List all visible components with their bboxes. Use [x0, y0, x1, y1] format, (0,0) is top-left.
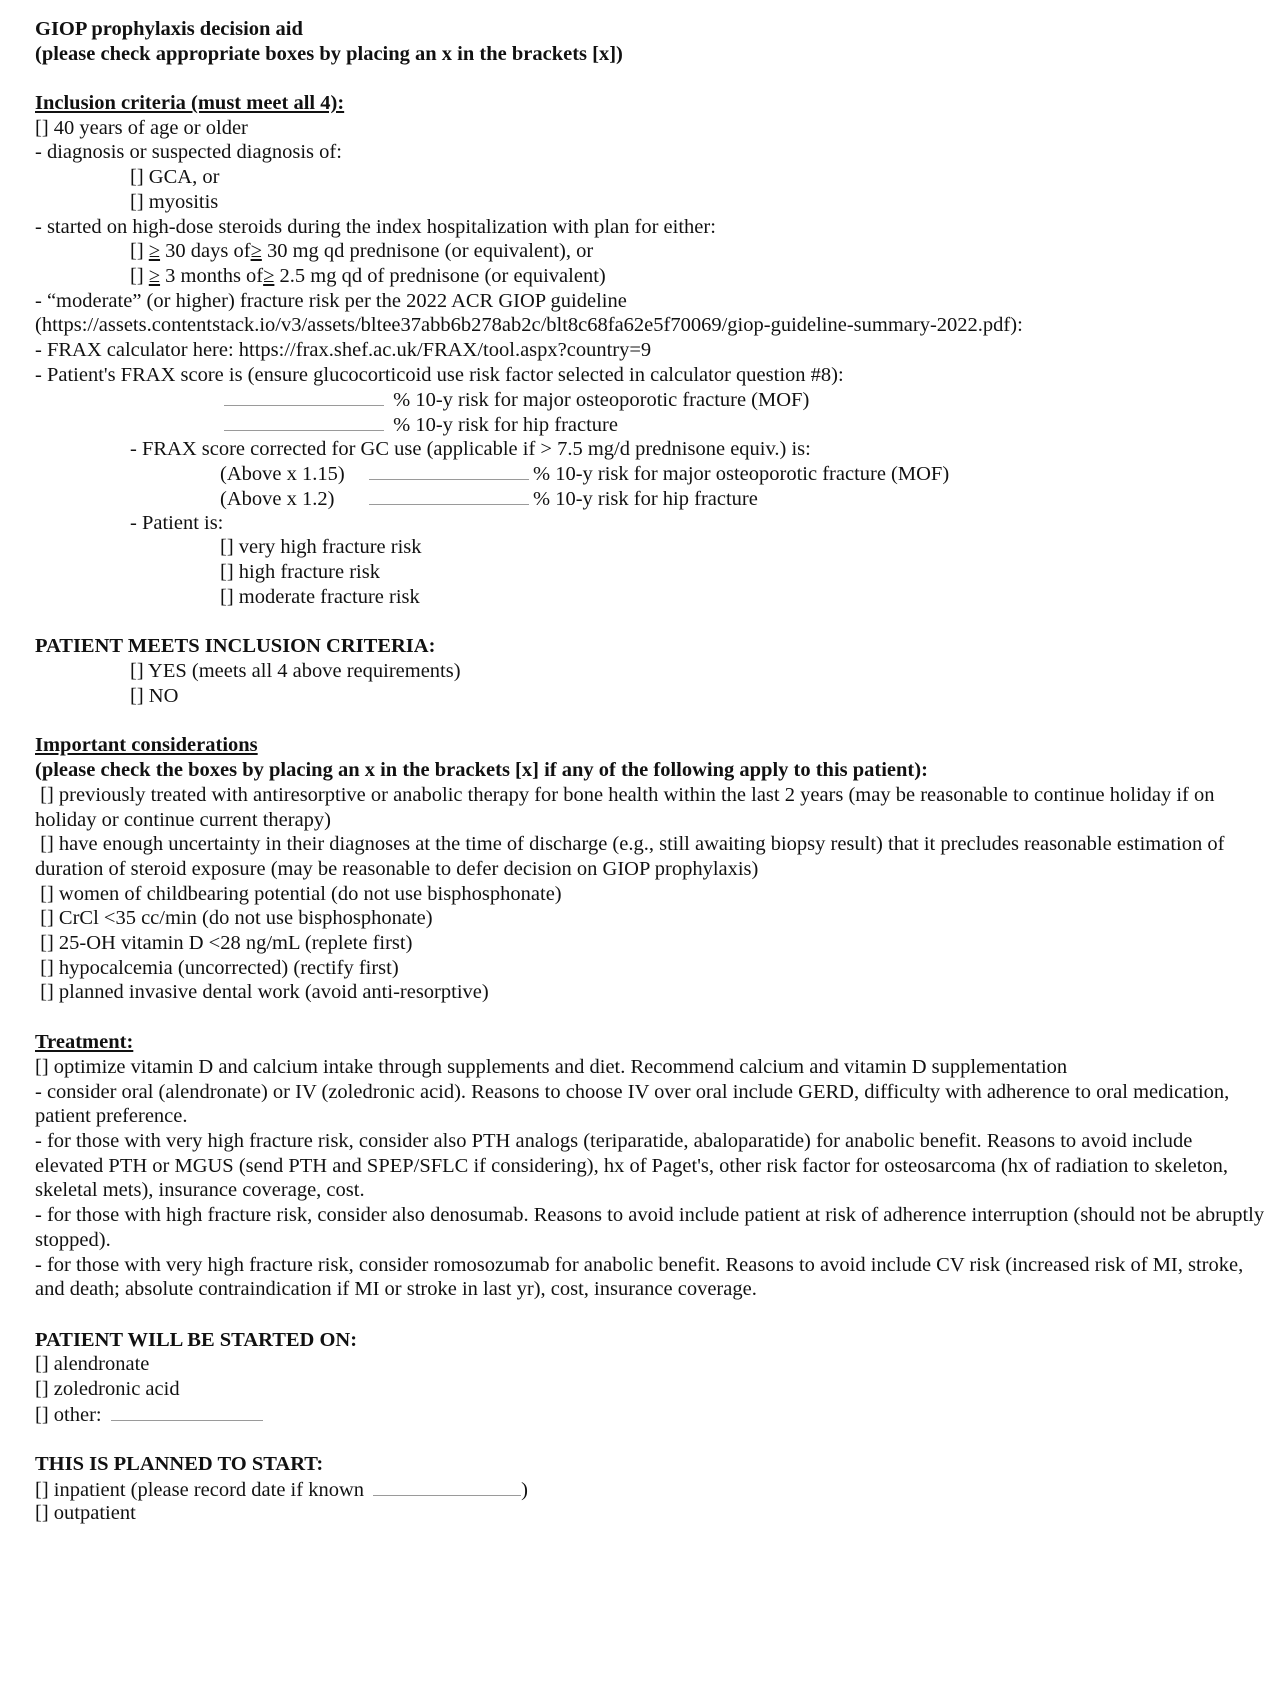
frax-hip-row	[35, 412, 1265, 437]
risk-label: moderate fracture risk	[238, 585, 420, 608]
treatment-heading: Treatment:	[35, 1031, 134, 1054]
consideration-label: hypocalcemia (uncorrected) (rectify first)	[58, 956, 399, 979]
corrected-mof-row	[35, 461, 1265, 486]
corrected-hip-multiplier: (Above x 1.2)	[220, 488, 335, 511]
patient-is-label: - Patient is:	[130, 511, 224, 534]
treatment-note: - for those with high fracture risk, consider also denosumab. Reasons to avoid include patient at risk of adherence interruption (should not be abruptly stopped).	[35, 1204, 1265, 1251]
consideration-label: 25-OH vitamin D <28 ng/mL (replete first)	[58, 932, 413, 954]
checkbox[interactable]: []	[40, 882, 54, 905]
frax-calculator-link: - FRAX calculator here: https://frax.shef.ac.uk/FRAX/tool.aspx?country=9	[35, 338, 652, 361]
treatment-note: - for those with very high fracture risk, consider romosozumab for anabolic benefit. Reasons to avoid include CV risk (increased risk of MI, stroke, and death; absolute contraindication if MI or stroke in last yr), cost, insurance coverage.	[35, 1253, 1244, 1301]
planned-start-inpatient	[35, 1477, 1265, 1502]
steroid-option-30-days	[35, 239, 1265, 264]
consideration-item	[35, 832, 1265, 881]
considerations-heading: Important considerations	[35, 734, 258, 757]
ge-symbol: ≥	[148, 264, 161, 287]
inclusion-heading: Inclusion criteria (must meet all 4):	[35, 92, 345, 115]
inpatient-date-field[interactable]	[373, 1477, 521, 1496]
checkbox[interactable]: []	[35, 1478, 49, 1501]
corrected-hip-row	[35, 486, 1265, 511]
checkbox[interactable]: []	[40, 833, 54, 856]
checkbox[interactable]: []	[130, 190, 144, 213]
consideration-label: women of childbearing potential (do not use bisphosphonate)	[58, 882, 562, 905]
ge-symbol: ≥	[148, 240, 161, 263]
checkbox[interactable]: []	[35, 1378, 49, 1401]
checkbox[interactable]: []	[130, 264, 144, 287]
checkbox[interactable]: []	[130, 684, 144, 707]
meets-criteria-no	[35, 684, 1265, 709]
steroid-dose: 30 mg qd prednisone (or equivalent), or	[266, 240, 594, 263]
ge-symbol: ≥	[263, 264, 275, 287]
checkbox[interactable]: []	[130, 240, 144, 263]
optimize-label: optimize vitamin D and calcium intake through supplements and diet. Recommend calcium and vitamin D supplementation	[53, 1055, 1068, 1078]
corrected-hip-field[interactable]	[369, 486, 529, 505]
page-title: GIOP prophylaxis decision aid	[35, 18, 303, 40]
diagnosis-gca	[35, 165, 1265, 190]
frax-hip-label: % 10-y risk for hip fracture	[393, 414, 618, 436]
risk-label: high fracture risk	[238, 561, 380, 584]
steroid-duration: 30 days of	[165, 240, 251, 263]
guideline-url: (https://assets.contentstack.io/v3/assets/bltee37abb6b278ab2c/blt8c68fa62e5f70069/giop-guideline-summary-2022.pdf):	[35, 314, 1023, 337]
started-on-heading: PATIENT WILL BE STARTED ON:	[35, 1328, 358, 1351]
other-field[interactable]	[111, 1402, 263, 1421]
consideration-label: have enough uncertainty in their diagnoses at the time of discharge (e.g., still awaiting biopsy result) that it precludes reasonable estimation of duration of steroid exposure (may be reasonable to defer decision on GIOP prophylaxis)	[35, 833, 1225, 880]
diagnosis-myositis-label: myositis	[148, 190, 219, 213]
inpatient-close-paren: )	[521, 1478, 528, 1501]
checkbox[interactable]: []	[40, 981, 54, 1004]
checkbox[interactable]: []	[35, 1055, 49, 1078]
started-on-zoledronic-acid	[35, 1377, 1265, 1402]
steroid-duration: 3 months of	[165, 264, 264, 287]
frax-mof-row	[35, 387, 1265, 412]
steroid-option-3-months	[35, 264, 1265, 289]
steroid-dose: 2.5 mg qd of prednisone (or equivalent)	[279, 264, 606, 287]
frax-score-label: - Patient's FRAX score is (ensure glucocorticoid use risk factor selected in calculator question #8):	[35, 363, 844, 386]
consideration-item	[35, 882, 1265, 907]
risk-label: very high fracture risk	[238, 536, 422, 559]
considerations-instruction: (please check the boxes by placing an x in the brackets [x] if any of the following apply to this patient):	[35, 759, 928, 782]
consideration-label: CrCl <35 cc/min (do not use bisphosphonate)	[58, 907, 433, 930]
ge-symbol: ≥	[250, 240, 262, 263]
checkbox[interactable]: []	[220, 561, 234, 584]
checkbox[interactable]: []	[35, 1353, 49, 1376]
checkbox[interactable]: []	[130, 166, 144, 189]
consideration-item	[35, 980, 1265, 1005]
checkbox[interactable]: []	[220, 536, 234, 559]
fracture-risk-label: - “moderate” (or higher) fracture risk per the 2022 ACR GIOP guideline	[35, 289, 627, 312]
alendronate-label: alendronate	[53, 1353, 150, 1376]
frax-corrected-label: - FRAX score corrected for GC use (applicable if > 7.5 mg/d prednisone equiv.) is:	[130, 437, 811, 460]
meets-criteria-yes	[35, 659, 1265, 684]
diagnosis-label: - diagnosis or suspected diagnosis of:	[35, 141, 342, 164]
checkbox[interactable]: []	[40, 907, 54, 930]
consideration-item	[35, 956, 1265, 981]
checkbox[interactable]: []	[130, 659, 144, 682]
age-criterion	[35, 116, 1265, 141]
inpatient-label: inpatient (please record date if known	[53, 1478, 365, 1501]
consideration-item	[35, 783, 1265, 832]
other-label: other:	[53, 1403, 102, 1426]
consideration-label: previously treated with antiresorptive or anabolic therapy for bone health within the last 2 years (may be reasonable to continue holiday if on holiday or continue current therapy)	[35, 783, 1215, 831]
page-subtitle: (please check appropriate boxes by placing an x in the brackets [x])	[35, 42, 623, 65]
frax-mof-field[interactable]	[224, 387, 384, 406]
no-label: NO	[148, 684, 179, 707]
meets-criteria-heading: PATIENT MEETS INCLUSION CRITERIA:	[35, 635, 436, 658]
checkbox[interactable]: []	[35, 116, 49, 139]
started-on-other	[35, 1402, 1265, 1427]
checkbox[interactable]: []	[40, 956, 54, 979]
risk-very-high	[35, 535, 1265, 560]
checkbox[interactable]: []	[40, 783, 54, 806]
risk-moderate	[35, 585, 1265, 610]
steroids-label: - started on high-dose steroids during the index hospitalization with plan for either:	[35, 215, 716, 238]
consideration-item	[35, 906, 1265, 931]
zoledronic-acid-label: zoledronic acid	[53, 1378, 180, 1401]
age-label: 40 years of age or older	[53, 116, 248, 139]
planned-start-outpatient	[35, 1501, 1265, 1526]
outpatient-label: outpatient	[53, 1502, 136, 1525]
diagnosis-myositis	[35, 190, 1265, 215]
corrected-mof-label: % 10-y risk for major osteoporotic fracture (MOF)	[533, 463, 950, 486]
yes-label: YES (meets all 4 above requirements)	[148, 659, 461, 682]
frax-mof-label: % 10-y risk for major osteoporotic fracture (MOF)	[393, 389, 810, 412]
consideration-item	[35, 931, 1265, 956]
corrected-mof-field[interactable]	[369, 461, 529, 480]
consideration-label: planned invasive dental work (avoid anti-resorptive)	[58, 981, 489, 1004]
checkbox[interactable]: []	[35, 1502, 49, 1525]
treatment-note: - for those with very high fracture risk, consider also PTH analogs (teriparatide, abaloparatide) for anabolic benefit. Reasons to avoid include elevated PTH or MGUS (send PTH and SPEP/SFLC if considering), hx of Paget's, other risk factor for osteosarcoma (hx of radiation to skeleton, skeletal mets), insurance coverage, cost.	[35, 1130, 1229, 1202]
planned-start-heading: THIS IS PLANNED TO START:	[35, 1453, 324, 1476]
checkbox[interactable]: []	[35, 1403, 49, 1426]
treatment-note: - consider oral (alendronate) or IV (zoledronic acid). Reasons to choose IV over oral include GERD, difficulty with adherence to oral medication, patient preference.	[35, 1080, 1230, 1128]
checkbox[interactable]: []	[220, 585, 234, 608]
corrected-mof-multiplier: (Above x 1.15)	[220, 463, 345, 486]
treatment-optimize	[35, 1055, 1265, 1080]
started-on-alendronate	[35, 1352, 1265, 1377]
frax-hip-field[interactable]	[224, 412, 384, 431]
risk-high	[35, 560, 1265, 585]
diagnosis-gca-label: GCA, or	[148, 166, 220, 189]
checkbox[interactable]: []	[40, 932, 54, 954]
corrected-hip-label: % 10-y risk for hip fracture	[533, 488, 758, 511]
document	[35, 17, 1265, 1526]
